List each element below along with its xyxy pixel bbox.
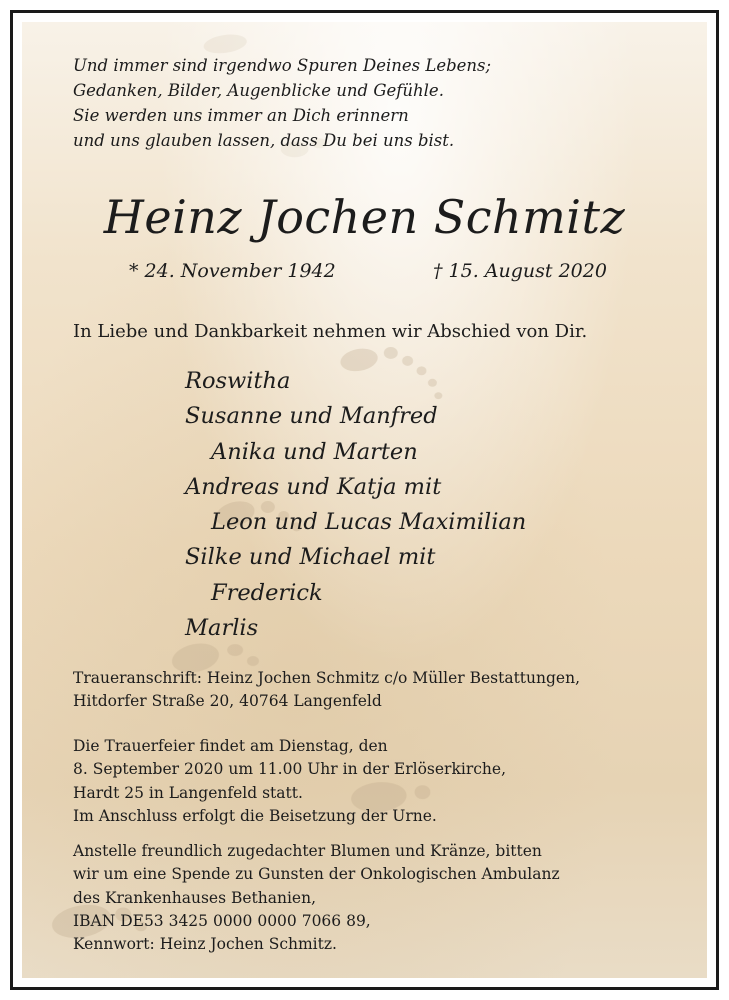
donation-line: IBAN DE53 3425 0000 0000 7066 89, — [73, 911, 371, 930]
poem-line: und uns glauben lassen, dass Du bei uns bist. — [73, 131, 455, 150]
birth-date: * 24. November 1942 — [129, 260, 336, 282]
donation-line: wir um eine Spende zu Gunsten der Onkologischen Ambulanz — [73, 865, 560, 884]
mourner-name: Andreas und Katja mit — [185, 473, 442, 500]
donation-line: des Krankenhauses Bethanien, — [73, 888, 316, 907]
farewell-text: In Liebe und Dankbarkeit nehmen wir Abschied von Dir. — [73, 321, 588, 342]
donation-line: Kennwort: Heinz Jochen Schmitz. — [73, 935, 337, 954]
mourner-name: Leon und Lucas Maximilian — [211, 509, 527, 536]
ceremony-line: Im Anschluss erfolgt die Beisetzung der Urne. — [73, 806, 437, 825]
donation-line: Anstelle freundlich zugedachter Blumen und Kränze, bitten — [73, 842, 542, 860]
mourner-name: Susanne und Manfred — [185, 403, 438, 430]
funeral-ceremony-info — [73, 735, 506, 828]
address-line: Hitdorfer Straße 20, 40764 Langenfeld — [73, 692, 382, 711]
ceremony-line: Die Trauerfeier findet am Dienstag, den — [73, 737, 388, 755]
obituary-frame — [10, 10, 719, 990]
ceremony-line: 8. September 2020 um 11.00 Uhr in der Erlöserkirche, — [73, 760, 506, 779]
mourner-name: Marlis — [185, 615, 259, 642]
deceased-name: Heinz Jochen Schmitz — [103, 190, 626, 244]
ceremony-line: Hardt 25 in Langenfeld statt. — [73, 783, 303, 802]
poem — [73, 53, 491, 153]
mourners-list — [185, 364, 526, 646]
address-line: Traueranschrift: Heinz Jochen Schmitz c/o Müller Bestattungen, — [73, 669, 581, 687]
mourner-name: Frederick — [211, 579, 323, 606]
poem-line: Und immer sind irgendwo Spuren Deines Lebens; — [73, 56, 492, 75]
death-date: † 15. August 2020 — [433, 260, 607, 282]
mourning-address — [73, 667, 580, 714]
sand-background — [22, 22, 707, 978]
mourner-name: Roswitha — [185, 368, 291, 394]
mourner-name: Silke und Michael mit — [185, 544, 436, 571]
mourner-name: Anika und Marten — [211, 438, 418, 465]
poem-line: Gedanken, Bilder, Augenblicke und Gefühle. — [73, 81, 444, 100]
donation-info — [73, 840, 560, 956]
poem-line: Sie werden uns immer an Dich erinnern — [73, 106, 409, 125]
